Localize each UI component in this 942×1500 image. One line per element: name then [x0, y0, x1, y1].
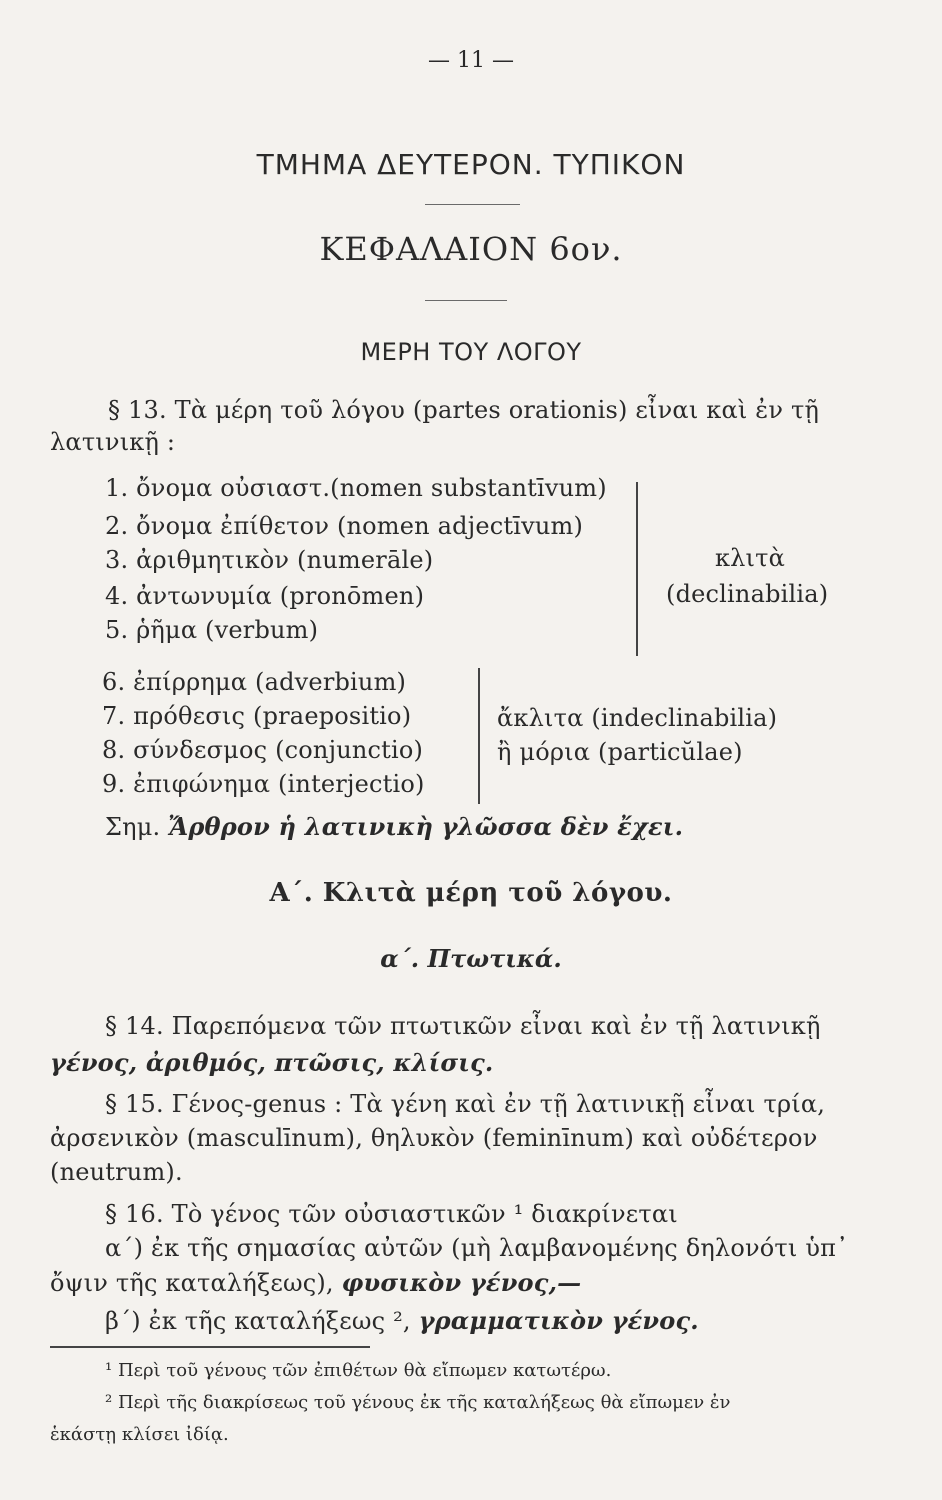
list-item: 5. ῥῆμα (verbum)	[105, 616, 319, 644]
group-label-declinable: κλιτὰ	[714, 544, 786, 572]
paragraph-16-line-3-term: φυσικὸν γένος,—	[341, 1268, 582, 1297]
page-number: — 11 —	[428, 48, 514, 73]
subsection-heading-alpha: α΄. Πτωτικά.	[380, 944, 562, 973]
subsection-heading-a: Α΄. Κλιτὰ μέρη τοῦ λόγου.	[269, 878, 673, 908]
paragraph-15-line-1: § 15. Γένος-genus : Τὰ γένη καὶ ἐν τῇ λατινικῇ εἶναι τρία,	[105, 1090, 826, 1118]
paragraph-16-line-3-text: ὄψιν τῆς καταλήξεως),	[50, 1269, 342, 1297]
subheading: ΜΕΡΗ ΤΟΥ ΛΟΓΟΥ	[360, 338, 582, 366]
group-label-indeclinable: ἄκλιτα (indeclinabilia)	[497, 704, 778, 732]
list-item: 7. πρόθεσις (praepositio)	[102, 702, 412, 730]
list-item: 6. ἐπίρρημα (adverbium)	[102, 668, 407, 696]
brace-declinable	[636, 482, 638, 656]
section-heading: ΤΜΗΜΑ ΔΕΥΤΕΡΟΝ. ΤΥΠΙΚΟΝ	[256, 148, 686, 181]
group-label-declinable-latin: (declinabilia)	[666, 580, 829, 608]
footnote-1: ¹ Περὶ τοῦ γένους τῶν ἐπιθέτων θὰ εἴπωμεν κατωτέρω.	[105, 1360, 612, 1381]
footnote-2-line-1: ² Περὶ τῆς διακρίσεως τοῦ γένους ἐκ τῆς καταλήξεως θὰ εἴπωμεν ἐν	[105, 1392, 731, 1413]
note	[105, 812, 683, 841]
paragraph-14-line-2: γένος, ἀριθμός, πτῶσις, κλίσις.	[50, 1048, 494, 1077]
list-item: 9. ἐπιφώνημα (interjectio)	[102, 770, 425, 798]
note-text: Ἄρθρον ἡ λατινικὴ γλῶσσα δὲν ἔχει.	[168, 812, 684, 841]
list-item: 2. ὄνομα ἐπίθετον (nomen adjectīvum)	[105, 512, 584, 540]
list-item: 8. σύνδεσμος (conjunctio)	[102, 736, 424, 764]
divider	[425, 204, 520, 205]
footnote-rule	[50, 1346, 370, 1348]
chapter-heading: ΚΕΦΑΛΑΙΟΝ 6ον.	[319, 230, 623, 268]
paragraph-16-line-1: § 16. Τὸ γένος τῶν οὐσιαστικῶν ¹ διακρίνεται	[105, 1200, 678, 1228]
group-label-indeclinable-particles: ἢ μόρια (particŭlae)	[497, 738, 743, 766]
list-item: 4. ἀντωνυμία (pronōmen)	[105, 582, 425, 610]
paragraph-13-line-2: λατινικῇ :	[50, 428, 176, 456]
list-item: 3. ἀριθμητικὸν (numerāle)	[105, 546, 434, 574]
paragraph-16-line-4-text: β΄) ἐκ τῆς καταλήξεως ²,	[105, 1307, 419, 1335]
footnote-2-line-2: ἑκάστῃ κλίσει ἰδίᾳ.	[50, 1424, 229, 1445]
paragraph-16-line-3	[50, 1268, 581, 1297]
paragraph-16-line-2: α΄) ἐκ τῆς σημασίας αὐτῶν (μὴ λαμβανομένης δηλονότι ὑπ᾽	[105, 1234, 849, 1262]
divider	[425, 300, 507, 301]
paragraph-16-line-4	[105, 1306, 699, 1335]
paragraph-14-line-1: § 14. Παρεπόμενα τῶν πτωτικῶν εἶναι καὶ ἐν τῇ λατινικῇ	[105, 1012, 821, 1040]
paragraph-15-line-2: ἀρσενικὸν (masculīnum), θηλυκὸν (feminīnum) καὶ οὐδέτερον	[50, 1124, 818, 1152]
note-prefix: Σημ.	[105, 813, 161, 841]
paragraph-13-line-1: § 13. Τὰ μέρη τοῦ λόγου (partes orationis) εἶναι καὶ ἐν τῇ	[108, 396, 820, 424]
paragraph-16-line-4-term: γραμματικὸν γένος.	[418, 1306, 699, 1335]
brace-indeclinable	[478, 668, 480, 804]
paragraph-15-line-3: (neutrum).	[50, 1158, 183, 1186]
list-item: 1. ὄνομα οὐσιαστ.(nomen substantīvum)	[105, 474, 607, 502]
